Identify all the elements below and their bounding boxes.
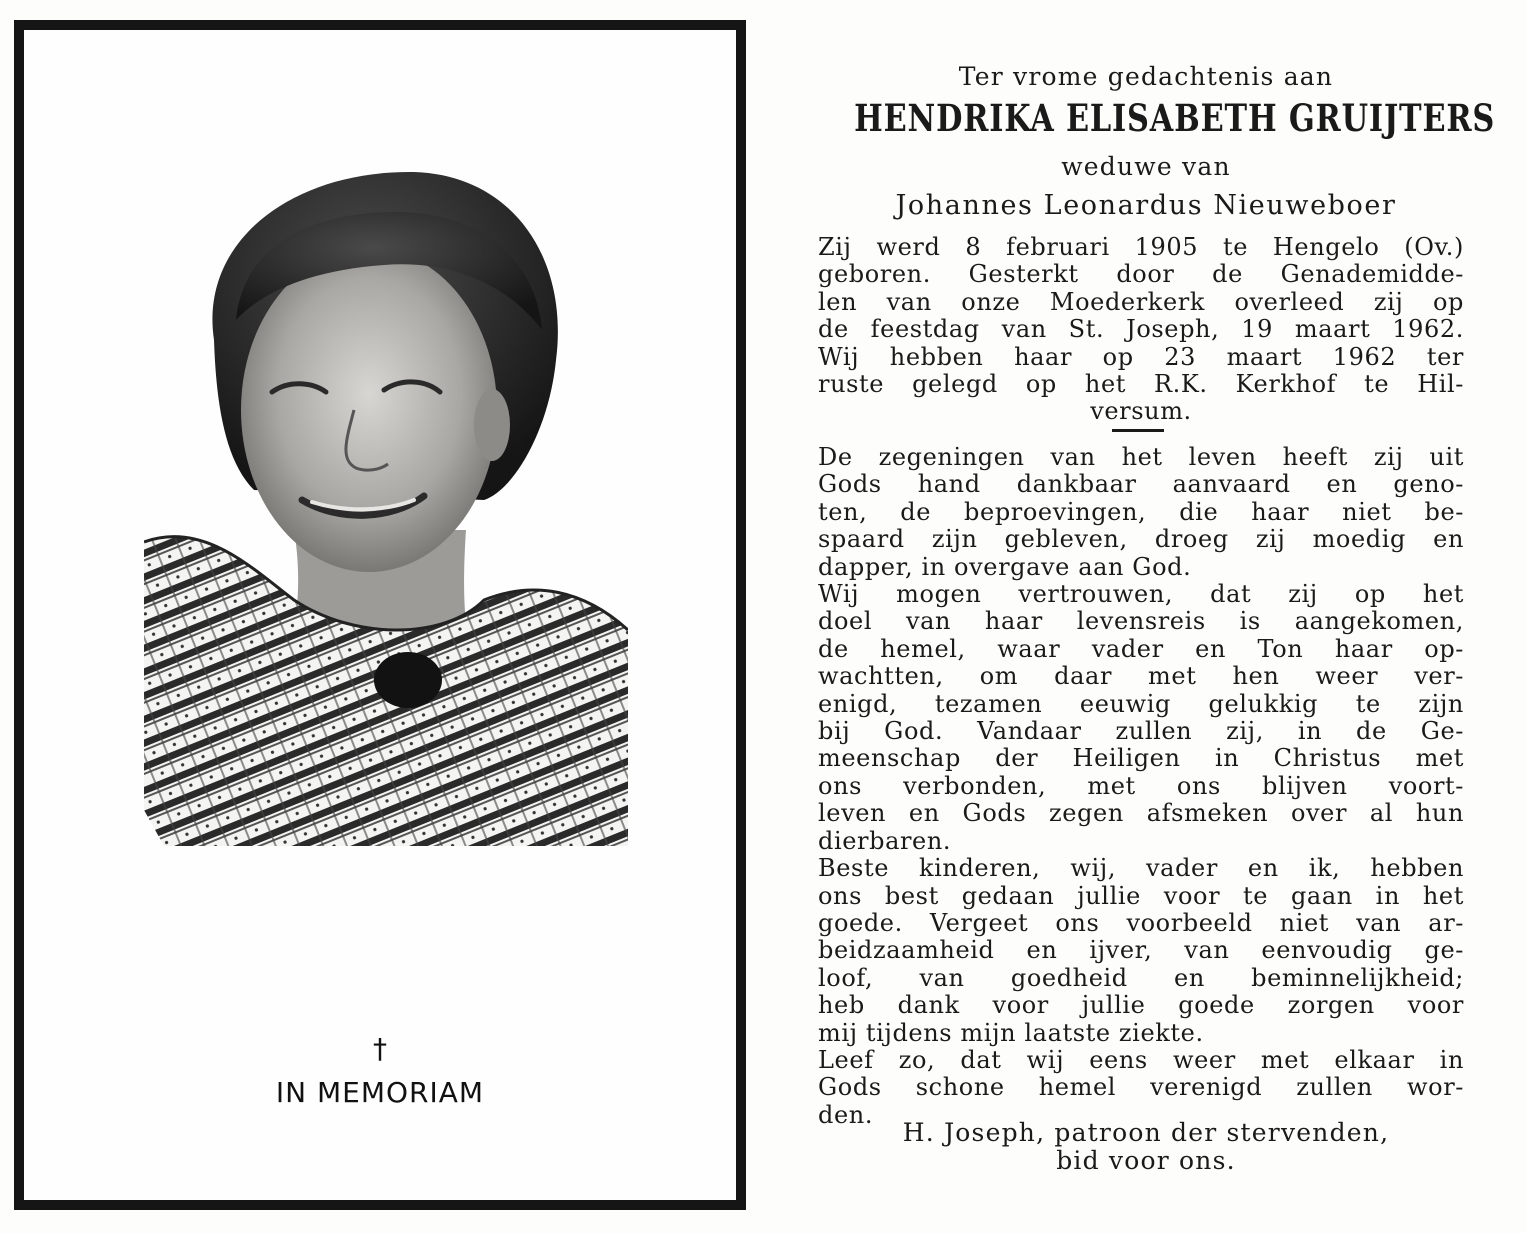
text-line: beidzaamheid en ijver, van eenvoudig ge- [818, 936, 1464, 965]
bio-line: Wij hebben haar op 23 maart 1962 ter [818, 342, 1464, 371]
deceased-name: HENDRIKA ELISABETH GRUIJTERS [854, 96, 1496, 140]
portrait-photo [144, 170, 628, 846]
bio-line: Zij werd 8 februari 1905 te Hengelo (Ov.) [818, 233, 1464, 261]
text-line: dierbaren. [818, 826, 952, 855]
text-line: de hemel, waar vader en Ton haar op- [818, 634, 1464, 663]
text-line: den. [818, 1100, 874, 1129]
text-line: ons verbonden, met ons blijven voort- [818, 771, 1464, 800]
text-line: meenschap der Heiligen in Christus met [818, 744, 1464, 773]
cross-symbol: † [373, 1032, 387, 1065]
in-memoriam-title: IN MEMORIAM [275, 1076, 485, 1109]
divider-rule [1112, 429, 1164, 432]
text-line: heb dank voor jullie goede zorgen voor [818, 991, 1464, 1020]
bio-line: de feestdag van St. Joseph, 19 maart 1962. [818, 315, 1464, 344]
text-line: dapper, in overgave aan God. [818, 552, 1192, 581]
biography-paragraph [818, 234, 1464, 426]
text-line: enigd, tezamen eeuwig gelukkig te zijn [818, 689, 1464, 718]
text-line: Wij mogen vertrouwen, dat zij op het [818, 580, 1464, 609]
text-line: doel van haar levensreis is aangekomen, [818, 607, 1464, 636]
text-line: Leef zo, dat wij eens weer met elkaar in [818, 1045, 1464, 1074]
bio-line: ruste gelegd op het R.K. Kerkhof te Hil- [818, 370, 1464, 399]
spouse-name: Johannes Leonardus Nieuweboer [895, 190, 1397, 221]
bio-line: geboren. Gesterkt door de Genademidde- [818, 260, 1464, 289]
intro-line: Ter vrome gedachtenis aan [958, 62, 1334, 91]
portrait-illustration [144, 170, 628, 846]
text-line: bij God. Vandaar zullen zij, in de Ge- [818, 717, 1464, 746]
text-line: Gods schone hemel verenigd zullen wor- [818, 1073, 1464, 1102]
text-line: ons best gedaan jullie voor te gaan in het [818, 881, 1464, 910]
text-line: spaard zijn gebleven, droeg zij moedig en [818, 525, 1464, 554]
widow-of-line: weduwe van [1061, 152, 1231, 181]
text-line: mij tijdens mijn laatste ziekte. [818, 1018, 1204, 1047]
text-line: Beste kinderen, wij, vader en ik, hebben [818, 854, 1464, 883]
closing-line-1: H. Joseph, patroon der stervenden, [902, 1118, 1390, 1147]
card-front-inner [24, 30, 736, 1200]
text-line: loof, van goedheid en beminnelijkheid; [818, 963, 1464, 992]
bio-line: len van onze Moederkerk overleed zij op [818, 287, 1464, 316]
text-line: wachtten, om daar met hen weer ver- [818, 662, 1464, 691]
memorial-text [818, 444, 1464, 1129]
text-line: ten, de beproevingen, die haar niet be- [818, 497, 1464, 526]
card-back [790, 40, 1502, 1210]
bio-line: versum. [1090, 397, 1192, 426]
text-line: Gods hand dankbaar aanvaard en geno- [818, 470, 1464, 499]
text-line: leven en Gods zegen afsmeken over al hun [818, 799, 1464, 828]
closing-line-2: bid voor ons. [1056, 1146, 1236, 1175]
card-front [14, 20, 746, 1210]
text-line: goede. Vergeet ons voorbeeld niet van ar- [818, 908, 1464, 937]
text-line: De zegeningen van het leven heeft zij uit [818, 443, 1464, 471]
